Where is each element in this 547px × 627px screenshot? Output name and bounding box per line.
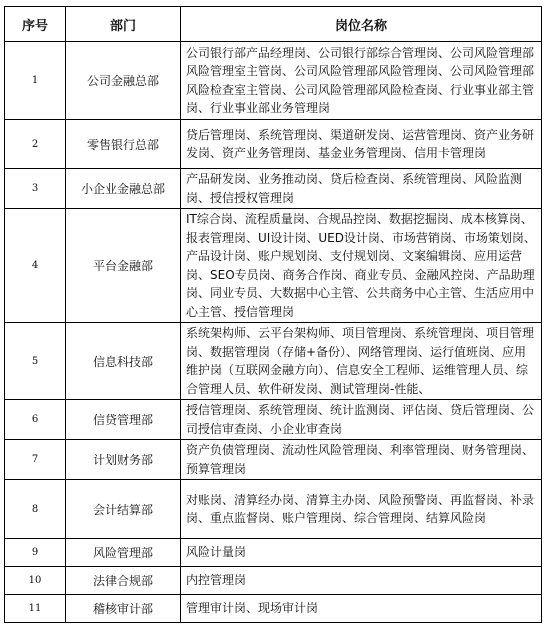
row-positions: 对账岗、清算经办岗、清算主办岗、风险预警岗、再监督岗、补录岗、重点监督岗、账户管理岗、综合管理岗、结算风险岗: [181, 480, 542, 539]
row-index: 1: [5, 42, 66, 120]
table-row: [5, 539, 542, 567]
job-positions-table-container: [4, 6, 541, 623]
row-positions: 产品研发岗、业务推动岗、贷后检查岗、系统管理岗、风险监测岗、授信授权管理岗: [181, 169, 542, 209]
header-department: 部门: [66, 7, 181, 42]
table-row: [5, 595, 542, 623]
row-department: 零售银行总部: [66, 120, 181, 169]
row-department: 稽核审计部: [66, 595, 181, 623]
table-row: [5, 209, 542, 323]
table-row: [5, 120, 542, 169]
row-index: 4: [5, 209, 66, 323]
row-positions: 资产负债管理岗、流动性风险管理岗、利率管理岗、财务管理岗、预算管理岗: [181, 440, 542, 480]
row-department: 风险管理部: [66, 539, 181, 567]
row-positions: 风险计量岗: [181, 539, 542, 567]
row-index: 5: [5, 323, 66, 400]
row-positions: 内控管理岗: [181, 567, 542, 595]
row-positions: 系统架构师、云平台架构师、项目管理岗、系统管理岗、项目管理岗、数据管理岗（存储+备份）、网络管理岗、运行值班岗、应用维护岗（互联网金融方向）、信息安全工程师、运维管理人员、综合管理人员、软件研发岗、测试管理岗-性能、: [181, 323, 542, 400]
row-department: 计划财务部: [66, 440, 181, 480]
row-department: 小企业金融总部: [66, 169, 181, 209]
row-index: 6: [5, 400, 66, 440]
row-index: 3: [5, 169, 66, 209]
table-row: [5, 480, 542, 539]
row-department: 法律合规部: [66, 567, 181, 595]
row-department: 信贷管理部: [66, 400, 181, 440]
table-row: [5, 42, 542, 120]
row-department: 平台金融部: [66, 209, 181, 323]
row-positions: 公司银行部产品经理岗、公司银行部综合管理岗、公司风险管理部风险管理室主管岗、公司风险管理部风险管理岗、公司风险管理部风险检查室主管岗、公司风险管理部风险检查岗、行业事业部主管岗、行业事业部业务管理岗: [181, 42, 542, 120]
table-row: [5, 440, 542, 480]
row-index: 7: [5, 440, 66, 480]
row-department: 会计结算部: [66, 480, 181, 539]
table-row: [5, 400, 542, 440]
job-positions-table: [4, 6, 542, 623]
row-positions: 管理审计岗、现场审计岗: [181, 595, 542, 623]
row-positions: IT综合岗、流程质量岗、合规品控岗、数据挖掘岗、成本核算岗、报表管理岗、UI设计岗、UED设计岗、市场营销岗、市场策划岗、产品设计岗、账户规划岗、支付规划岗、文案编辑岗、应用运营岗、SEO专员岗、商务合作岗、商业专员、金融风控岗、产品助理岗、同业专员、大数据中心主管、公共商务中心主管、生活应用中心主管、授信管理岗: [181, 209, 542, 323]
header-positions: 岗位名称: [181, 7, 542, 42]
row-positions: 授信管理岗、系统管理岗、统计监测岗、评估岗、贷后管理岗、公司授信审查岗、小企业审查岗: [181, 400, 542, 440]
row-index: 10: [5, 567, 66, 595]
table-row: [5, 567, 542, 595]
row-index: 9: [5, 539, 66, 567]
row-index: 2: [5, 120, 66, 169]
row-department: 信息科技部: [66, 323, 181, 400]
table-row: [5, 169, 542, 209]
header-index: 序号: [5, 7, 66, 42]
row-positions: 贷后管理岗、系统管理岗、渠道研发岗、运营管理岗、资产业务研发岗、资产业务管理岗、基金业务管理岗、信用卡管理岗: [181, 120, 542, 169]
table-row: [5, 323, 542, 400]
table-header-row: [5, 7, 542, 42]
row-department: 公司金融总部: [66, 42, 181, 120]
row-index: 8: [5, 480, 66, 539]
row-index: 11: [5, 595, 66, 623]
